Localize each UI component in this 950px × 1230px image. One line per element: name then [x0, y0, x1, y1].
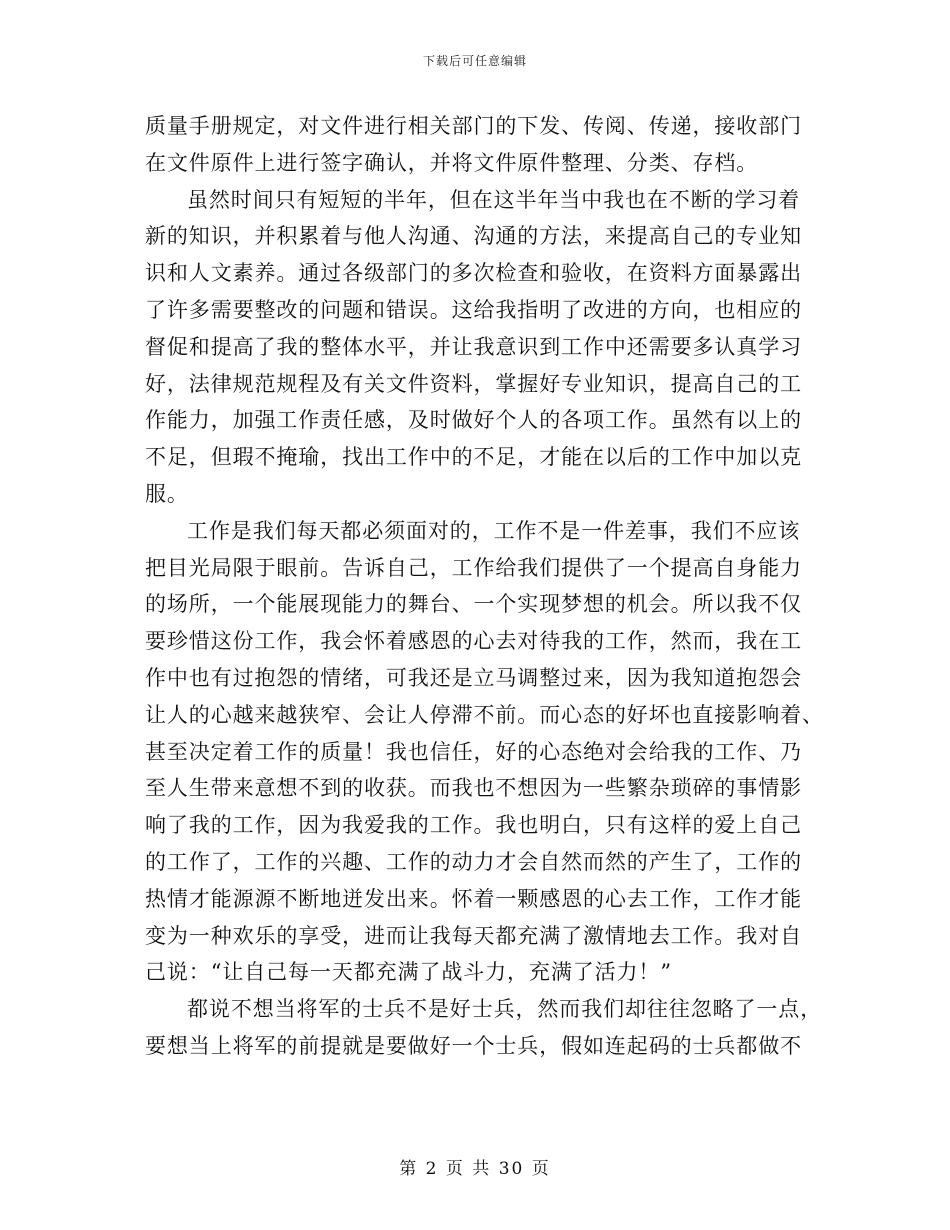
page-number-footer: 第 2 页 共 30 页	[399, 1159, 551, 1179]
text-line: 把目光局限于眼前。告诉自己，工作给我们提供了一个提高自身能力	[145, 555, 802, 580]
paragraph-start-line: 虽然时间只有短短的半年，但在这半年当中我也在不断的学习着	[187, 187, 801, 212]
text-line: 识和人文素养。通过各级部门的多次检查和验收，在资料方面暴露出	[145, 261, 802, 286]
text-line: 质量手册规定，对文件进行相关部门的下发、传阅、传递，接收部门	[145, 114, 802, 138]
text-line: 甚至决定着工作的质量！我也信任，好的心态绝对会给我的工作、乃	[145, 739, 802, 764]
text-line: 至人生带来意想不到的收获。而我也不想因为一些繁杂琐碎的事情影	[145, 776, 802, 801]
text-line: 热情才能源源不断地迸发出来。怀着一颗感恩的心去工作，工作才能	[145, 886, 802, 911]
paragraph-start-line: 工作是我们每天都必须面对的，工作不是一件差事，我们不应该	[187, 518, 801, 543]
page-header: 下载后可任意编辑	[422, 54, 527, 68]
text-line: 变为一种欢乐的享受，进而让我每天都充满了激情地去工作。我对自	[145, 923, 802, 948]
text-line: 在文件原件上进行签字确认，并将文件原件整理、分类、存档。	[145, 150, 759, 175]
text-line: 的场所，一个能展现能力的舞台、一个实现梦想的机会。所以我不仅	[145, 592, 802, 617]
text-line: 要想当上将军的前提就是要做好一个士兵，假如连起码的士兵都做不	[145, 1033, 802, 1058]
text-line: 响了我的工作，因为我爱我的工作。我也明白，只有这样的爱上自己	[145, 813, 802, 838]
text-line: 要珍惜这份工作，我会怀着感恩的心去对待我的工作，然而，我在工	[145, 629, 802, 654]
text-line: 服。	[145, 481, 189, 506]
text-line: 不足，但瑕不掩瑜，找出工作中的不足，才能在以后的工作中加以克	[145, 445, 802, 470]
text-line: 让人的心越来越狭窄、会让人停滞不前。而心态的好坏也直接影响着、	[145, 702, 824, 727]
text-line: 了许多需要整改的问题和错误。这给我指明了改进的方向，也相应的	[145, 297, 802, 322]
text-line: 作能力，加强工作责任感，及时做好个人的各项工作。虽然有以上的	[145, 408, 802, 433]
text-line: 己说：“让自己每一天都充满了战斗力，充满了活力！”	[145, 960, 672, 985]
text-line: 好，法律规范规程及有关文件资料，掌握好专业知识，提高自己的工	[145, 371, 802, 396]
document-body	[145, 108, 824, 1065]
text-line: 新的知识，并积累着与他人沟通、沟通的方法，来提高自己的专业知	[145, 224, 802, 249]
text-line: 作中也有过抱怨的情绪，可我还是立马调整过来，因为我知道抱怨会	[145, 665, 802, 690]
text-line: 的工作了，工作的兴趣、工作的动力才会自然而然的产生了，工作的	[145, 849, 802, 874]
text-line: 督促和提高了我的整体水平，并让我意识到工作中还需要多认真学习	[145, 334, 802, 359]
paragraph-start-line: 都说不想当将军的士兵不是好士兵，然而我们却往往忽略了一点，	[187, 997, 823, 1022]
